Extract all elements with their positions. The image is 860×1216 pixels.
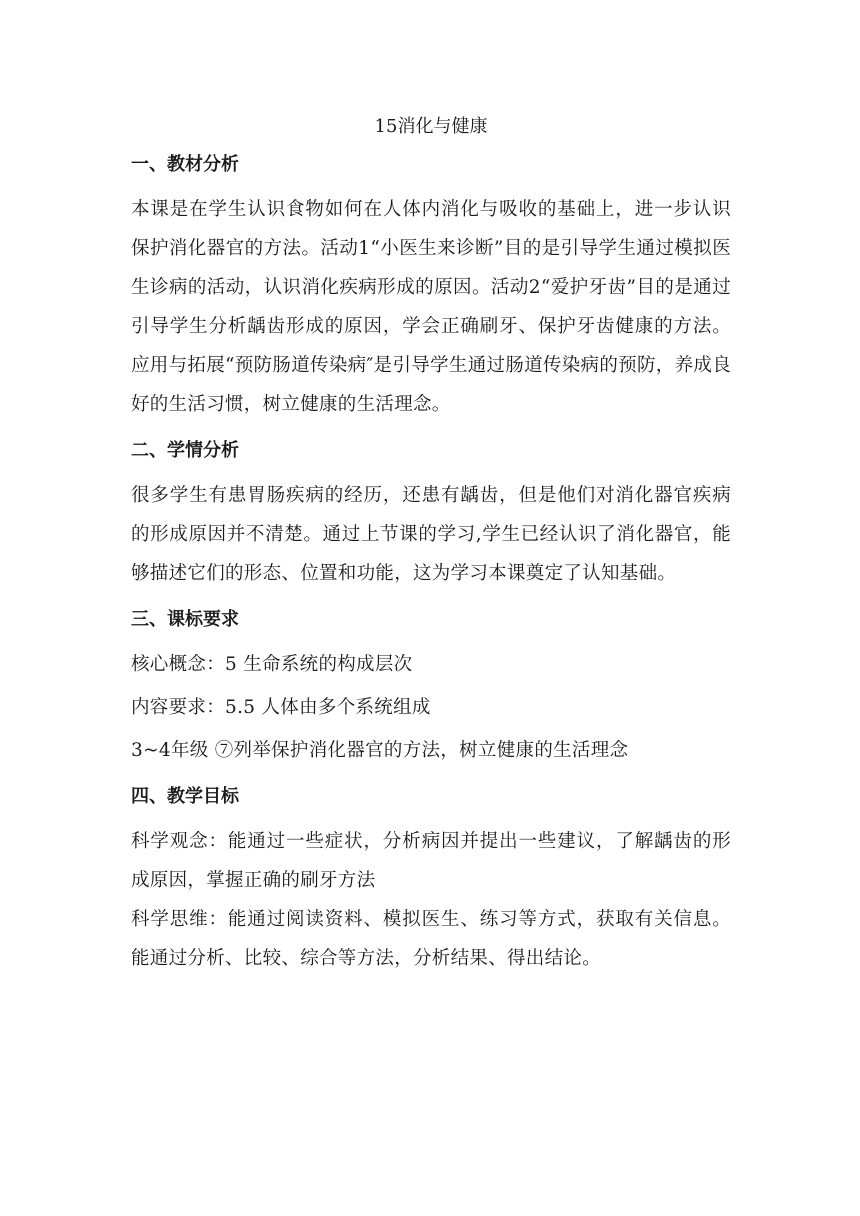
section-heading-curriculum-requirements: 三、课标要求 <box>131 609 239 630</box>
curriculum-content-requirement: 内容要求：5.5 人体由多个系统组成 <box>131 697 431 718</box>
curriculum-core-concept: 核心概念：5 生命系统的构成层次 <box>131 654 413 675</box>
goal-scientific-concept: 科学观念：能通过一些症状，分析病因并提出一些建议，了解龋齿的形成原因，掌握正确的刷牙方法 <box>131 831 731 891</box>
document-body <box>131 112 731 978</box>
section-heading-textbook-analysis: 一、教材分析 <box>131 154 239 175</box>
document-title: 15消化与健康 <box>374 116 488 137</box>
section-paragraph-textbook-analysis: 本课是在学生认识食物如何在人体内消化与吸收的基础上，进一步认识保护消化器官的方法。活动1“小医生来诊断”目的是引导学生通过模拟医生诊病的活动，认识消化疾病形成的原因。活动2“爱护牙齿”目的是通过引导学生分析龋齿形成的原因，学会正确刷牙、保护牙齿健康的方法。应用与拓展“预防肠道传染病″是引导学生通过肠道传染病的预防，养成良好的生活习惯，树立健康的生活理念。 <box>131 199 731 415</box>
section-heading-student-analysis: 二、学情分析 <box>131 440 239 461</box>
curriculum-grade-requirement: 3~4年级 ⑦列举保护消化器官的方法，树立健康的生活理念 <box>131 740 629 761</box>
section-paragraph-student-analysis: 很多学生有患胃肠疾病的经历，还患有龋齿，但是他们对消化器官疾病的形成原因并不清楚。通过上节课的学习,学生已经认识了消化器官，能够描述它们的形态、位置和功能，这为学习本课奠定了认知基础。 <box>131 485 731 584</box>
section-heading-teaching-goals: 四、教学目标 <box>131 786 239 807</box>
goal-scientific-thinking: 科学思维：能通过阅读资料、模拟医生、练习等方式，获取有关信息。能通过分析、比较、综合等方法，分析结果、得出结论。 <box>131 909 731 969</box>
